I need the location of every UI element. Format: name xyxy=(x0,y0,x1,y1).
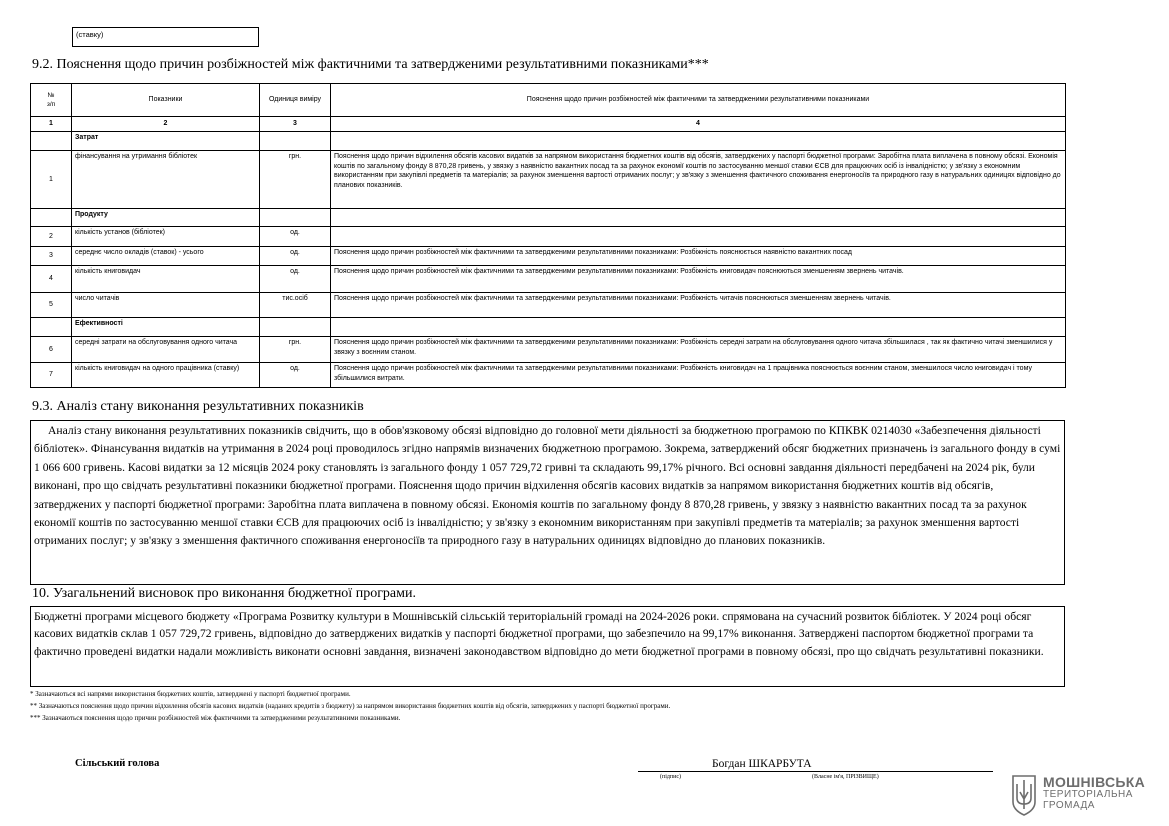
section-10-title: 10. Узагальнений висновок про виконання бюджетної програми. xyxy=(32,586,416,601)
row-num: 6 xyxy=(31,337,72,363)
table-row xyxy=(31,337,1066,363)
row-unit: тис.осіб xyxy=(260,293,331,318)
row-indicator: число читачів xyxy=(72,293,260,318)
column-number-row xyxy=(31,117,1066,132)
logo-title: МОШНІВСЬКА xyxy=(1043,774,1146,790)
table-row xyxy=(31,151,1066,209)
row-explanation: Пояснення щодо причин розбіжностей між фактичними та затвердженими результативними показниками: Розбіжність середні затрати на обслуговування одного читача збільшилася , так як фактично читачі зменшилися у звязку з воєнним станом. xyxy=(331,337,1066,363)
row-explanation: Пояснення щодо причин розбіжностей між фактичними та затвердженими результативними показниками: Розбіжність книговидач пояснюються зменшенням звернень читачів. xyxy=(331,266,1066,293)
table-row xyxy=(31,363,1066,388)
empty-cell xyxy=(31,132,72,151)
analysis-text: Аналіз стану виконання результативних показників свідчить, що в обов'язковому обсязі відповідно до головної мети діяльності за бюджетною програмою по КПКВК 0214030 «Забезпечення діяльності бібліотек». Фінансування видатків на утримання в 2024 році проводилось згідно напрямів визначених бюджетною програмою. Зокрема, затверджений обсяг бюджетних призначень із загального фонду в сумі 1 066 600 гривень. Касові видатки за 12 місяців 2024 року становлять із загального фонду 1 057 729,72 гривні та складають 99,17% річного. Всі основні завдання діяльності передбачені на 2024 рік, були виконані, про що свідчать результативні показники бюджетної програми. Пояснення щодо причин відхилення обсягів касових видатків за напрямом використання бюджетних коштів від обсягів, затверджених у паспорті бюджетної програми: Заробітна плата виплачена в повному обсязі. Економія коштів по загальному фонду 8 870,28 гривень, у звязку з наявністю вакантних посад та за рахунок економії коштів по застосуванню меншої ставки ЄСВ для працюючих осіб із інвалідністю; у зв'язку з економним використанням при закупівлі предметів та матеріалів; за рахунок зменшення вартості отриманих послуг; у зв'язку з зменшення фактичного споживання енергоносіїв та природного газу в натуральних одиницях відповідно до планових показників. xyxy=(34,424,1061,548)
row-explanation xyxy=(331,227,1066,247)
indicators-table xyxy=(30,83,1066,388)
empty-cell xyxy=(331,209,1066,227)
trident-coat-of-arms-icon xyxy=(1011,774,1037,816)
empty-cell xyxy=(260,209,331,227)
section-9-2-title: 9.2. Пояснення щодо причин розбіжностей між фактичними та затвердженими результативними показниками*** xyxy=(32,57,709,72)
row-unit: од. xyxy=(260,247,331,266)
section-9-3-title: 9.3. Аналіз стану виконання результативних показників xyxy=(32,399,364,414)
footnote: ** Зазначаються пояснення щодо причин відхилення обсягів касових видатків (наданих кредитів з бюджету) за напрямом використання бюджетних коштів від обсягів, затверджених у паспорті бюджетної програми. xyxy=(30,702,671,710)
conclusion-text-box xyxy=(30,606,1065,687)
empty-cell xyxy=(331,132,1066,151)
header-indicator: Показники xyxy=(72,84,260,117)
community-logo xyxy=(1043,775,1145,811)
row-num: 4 xyxy=(31,266,72,293)
header-explanation: Пояснення щодо причин розбіжностей між фактичними та затвердженими результативними показниками xyxy=(331,84,1066,117)
group-label-efektyvnosti: Ефективності xyxy=(72,318,260,337)
row-unit: од. xyxy=(260,363,331,388)
empty-cell xyxy=(260,318,331,337)
row-indicator: кількість установ (бібліотек) xyxy=(72,227,260,247)
table-row xyxy=(31,266,1066,293)
empty-cell xyxy=(31,318,72,337)
signatory-position: Сільський голова xyxy=(75,758,160,769)
group-label-zatrat: Затрат xyxy=(72,132,260,151)
group-row-efektyvnosti xyxy=(31,318,1066,337)
signatory-name: Богдан ШКАРБУТА xyxy=(712,758,812,770)
logo-line2: ТЕРИТОРІАЛЬНА xyxy=(1043,789,1133,800)
header-num-text: № з/п xyxy=(46,91,56,108)
col-number: 1 xyxy=(31,117,72,132)
col-number: 2 xyxy=(72,117,260,132)
analysis-text-box xyxy=(30,420,1065,585)
group-label-produktu: Продукту xyxy=(72,209,260,227)
signature-line xyxy=(638,771,993,772)
footnote: * Зазначаються всі напрями використання бюджетних коштів, затверджені у паспорті бюджетної програми. xyxy=(30,690,351,698)
table-row xyxy=(31,227,1066,247)
row-indicator: середнє число окладів (ставок) - усього xyxy=(72,247,260,266)
row-indicator: кількість книговидач на одного працівника (ставку) xyxy=(72,363,260,388)
row-num: 2 xyxy=(31,227,72,247)
row-num: 3 xyxy=(31,247,72,266)
row-explanation: Пояснення щодо причин відхилення обсягів касових видатків за напрямом використання бюджетних коштів від обсягів, затверджених у паспорті бюджетної програми: Заробітна плата виплачена в повному обсязі. Економія коштів по загальному фонду 8 870,28 гривень, у звязку з наявністю вакантних посад та за рахунок економії коштів по застосуванню меншої ставки ЄСВ для працюючих осіб із інвалідністю; у зв'язку з економним використанням при закупівлі предметів та матеріалів; за рахунок зменшення вартості отриманих послуг; у зв'язку з зменшення фактичного споживання енергоносіїв та природного газу в натуральних одиницях відповідно до планових показників. xyxy=(331,151,1066,209)
row-unit: грн. xyxy=(260,337,331,363)
row-unit: од. xyxy=(260,266,331,293)
footnotes xyxy=(30,688,670,724)
conclusion-text: Бюджетні програми місцевого бюджету «Програма Розвитку культури в Мошнівській сільській територіальній громаді на 2024-2026 роки. спрямована на сучасний розвиток бібліотек. У 2024 році обсяг касових видатків склав 1 057 729,72 гривень, відповідно до затверджених видатків у паспорті бюджетної програми, що забезпечило на 99,17% виконання. Затверджені паспортом бюджетної програми та фактично проведені видатки надали можливість виконати основні завдання, визначені законодавством відповідно до мети бюджетної програми в повному обсязі, про що свідчать результативні показники. xyxy=(34,610,1044,658)
signature-caption: (підпис) xyxy=(660,774,682,780)
empty-cell xyxy=(31,209,72,227)
table-row xyxy=(31,247,1066,266)
row-num: 1 xyxy=(31,151,72,209)
empty-cell xyxy=(331,318,1066,337)
col-number: 3 xyxy=(260,117,331,132)
row-indicator: фінансування на утримання бібліотек xyxy=(72,151,260,209)
row-unit: грн. xyxy=(260,151,331,209)
name-caption: (Власне ім'я, ПРІЗВИЩЕ) xyxy=(812,774,879,780)
header-num xyxy=(31,84,72,117)
header-unit: Одиниця виміру xyxy=(260,84,331,117)
col-number: 4 xyxy=(331,117,1066,132)
group-row-produktu xyxy=(31,209,1066,227)
group-row-zatrat xyxy=(31,132,1066,151)
logo-line3: ГРОМАДА xyxy=(1043,800,1095,811)
row-indicator: кількість книговидач xyxy=(72,266,260,293)
row-indicator: середні затрати на обслуговування одного читача xyxy=(72,337,260,363)
row-num: 5 xyxy=(31,293,72,318)
row-explanation: Пояснення щодо причин розбіжностей між фактичними та затвердженими результативними показниками: Розбіжність пояснюється наявністю вакантних посад xyxy=(331,247,1066,266)
empty-cell xyxy=(260,132,331,151)
row-explanation: Пояснення щодо причин розбіжностей між фактичними та затвердженими результативними показниками: Розбіжність читачів пояснюються зменшенням звернень читачів. xyxy=(331,293,1066,318)
table-row xyxy=(31,293,1066,318)
row-unit: од. xyxy=(260,227,331,247)
table-header-row xyxy=(31,84,1066,117)
row-explanation: Пояснення щодо причин розбіжностей між фактичними та затвердженими результативними показниками: Розбіжність книговидач на 1 працівника пояснюється воєнним станом, зменшилося число книговидач і тому збільшилися витрати. xyxy=(331,363,1066,388)
previous-page-cell-text: (ставку) xyxy=(76,30,104,39)
row-num: 7 xyxy=(31,363,72,388)
footnote: *** Зазначаються пояснення щодо причин розбіжностей між фактичними та затвердженими результативними показниками. xyxy=(30,714,401,722)
previous-page-cell xyxy=(72,27,259,47)
